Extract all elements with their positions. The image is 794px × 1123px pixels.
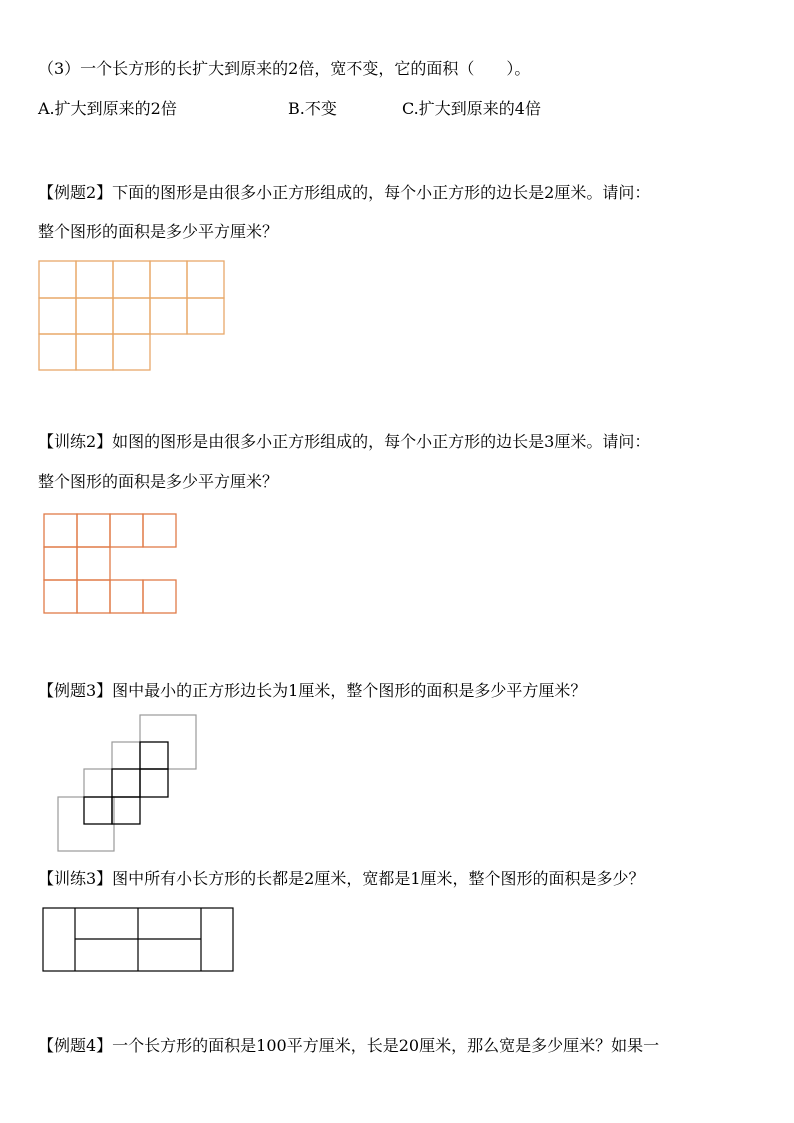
example-4-line-1: 【例题4】一个长方形的面积是100平方厘米，长是20厘米，那么宽是多少厘米？如果一 xyxy=(38,1036,660,1055)
example-3-line-1: 【例题3】图中最小的正方形边长为1厘米，整个图形的面积是多少平方厘米？ xyxy=(38,681,587,700)
example-2-line-1: 【例题2】下面的图形是由很多小正方形组成的，每个小正方形的边长是2厘米。请问： xyxy=(38,183,651,202)
training-2-line-2: 整个图形的面积是多少平方厘米？ xyxy=(38,472,279,491)
training-2-grid-figure xyxy=(43,513,179,615)
training-3-rectangle-figure xyxy=(42,907,236,973)
question-3-text: （3）一个长方形的长扩大到原来的2倍，宽不变，它的面积（ ）。 xyxy=(38,59,531,78)
training-3-line-1: 【训练3】图中所有小长方形的长都是2厘米，宽都是1厘米，整个图形的面积是多少？ xyxy=(38,869,645,888)
option-a: A.扩大到原来的2倍 xyxy=(38,99,177,118)
example-2-grid-figure xyxy=(38,260,226,372)
training-2-line-1: 【训练2】如图的图形是由很多小正方形组成的，每个小正方形的边长是3厘米。请问： xyxy=(38,432,651,451)
example-2-line-2: 整个图形的面积是多少平方厘米？ xyxy=(38,222,279,241)
option-c: C.扩大到原来的4倍 xyxy=(402,99,541,118)
option-b: B.不变 xyxy=(288,99,337,118)
example-3-square-figure xyxy=(56,714,200,854)
